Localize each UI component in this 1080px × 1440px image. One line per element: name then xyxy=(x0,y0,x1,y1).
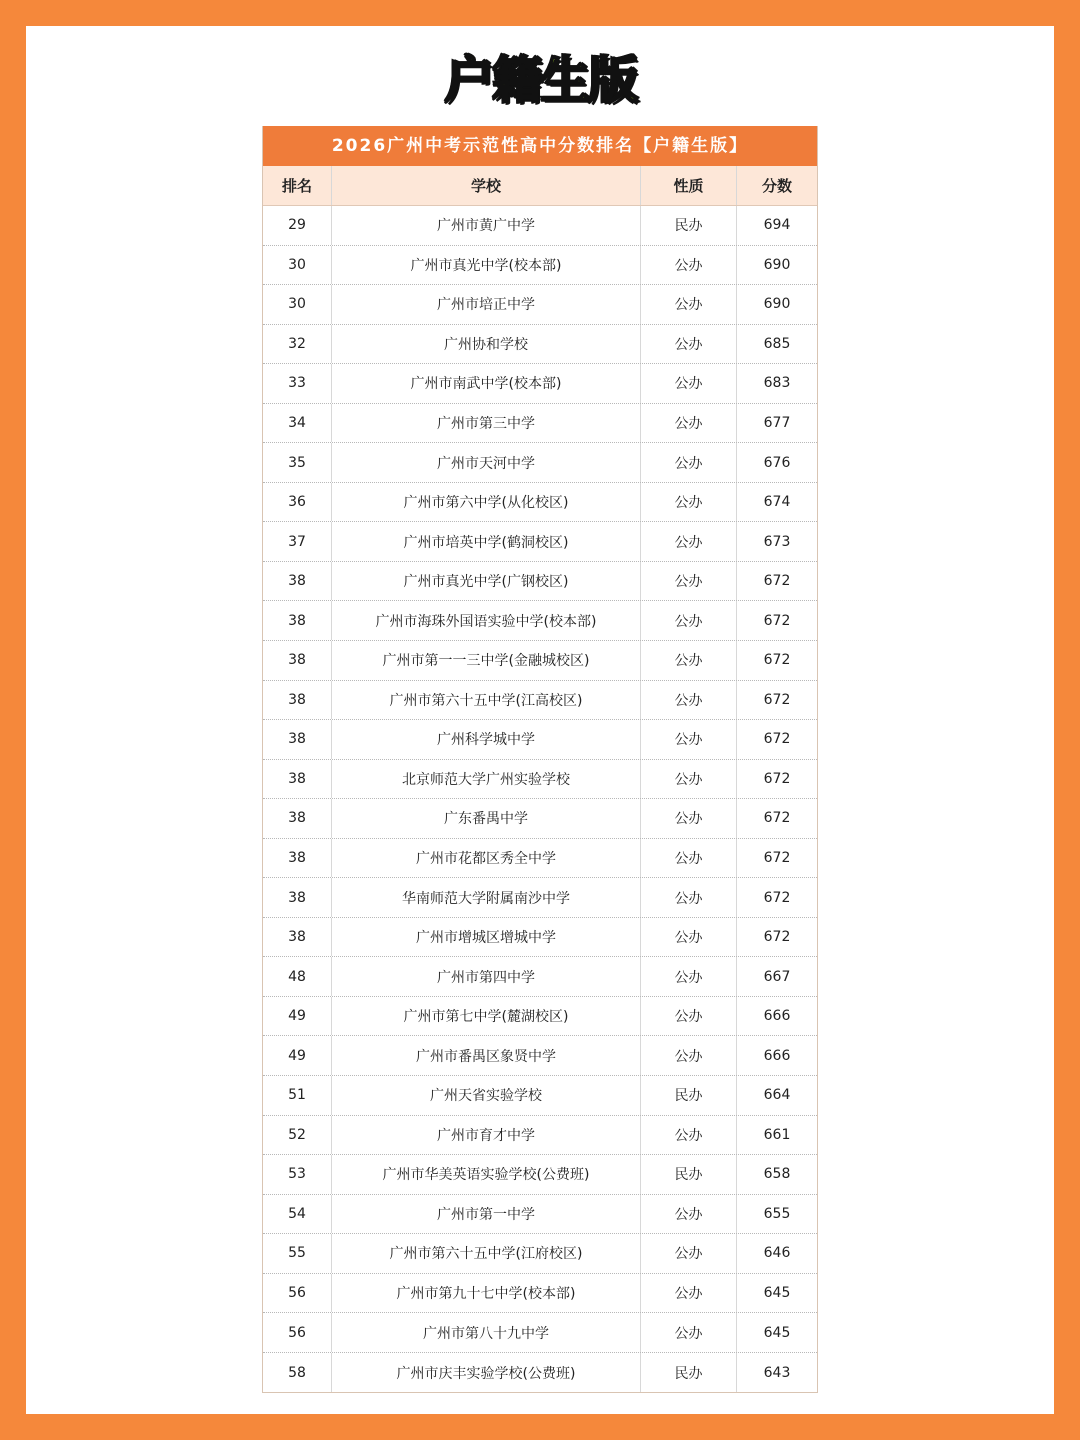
cell-rank: 48 xyxy=(263,957,332,996)
cell-school: 广州市第一一三中学(金融城校区) xyxy=(332,641,641,680)
cell-school: 广州市黄广中学 xyxy=(332,206,641,245)
cell-rank: 38 xyxy=(263,681,332,720)
cell-type: 公办 xyxy=(641,1274,737,1313)
cell-school: 广州市真光中学(广钢校区) xyxy=(332,562,641,601)
cell-rank: 56 xyxy=(263,1274,332,1313)
cell-rank: 38 xyxy=(263,799,332,838)
cell-score: 646 xyxy=(763,1245,791,1262)
table-row xyxy=(263,1274,817,1314)
cell-type: 公办 xyxy=(641,839,737,878)
cell-score: 672 xyxy=(763,573,791,590)
cell-school: 华南师范大学附属南沙中学 xyxy=(332,878,641,917)
cell-rank: 49 xyxy=(263,1036,332,1075)
cell-score: 661 xyxy=(763,1126,791,1143)
table-row xyxy=(263,918,817,958)
cell-type: 公办 xyxy=(641,760,737,799)
cell-school: 广州市第四中学 xyxy=(332,957,641,996)
cell-score: 664 xyxy=(763,1087,791,1104)
cell-type: 公办 xyxy=(641,1234,737,1273)
cell-type: 民办 xyxy=(641,1155,737,1194)
cell-type: 公办 xyxy=(641,601,737,640)
cell-school: 广州市第六十五中学(江府校区) xyxy=(332,1234,641,1273)
cell-type: 民办 xyxy=(641,206,737,245)
cell-score: 672 xyxy=(763,850,791,867)
cell-school: 广州市第七中学(麓湖校区) xyxy=(332,997,641,1036)
cell-type: 公办 xyxy=(641,1116,737,1155)
cell-school: 广州市庆丰实验学校(公费班) xyxy=(332,1353,641,1393)
cell-school: 广州市培英中学(鹤洞校区) xyxy=(332,522,641,561)
cell-type: 公办 xyxy=(641,285,737,324)
table-header-row xyxy=(263,166,817,206)
cell-score: 685 xyxy=(763,335,791,352)
cell-score: 672 xyxy=(763,731,791,748)
cell-type: 公办 xyxy=(641,443,737,482)
cell-score: 658 xyxy=(763,1166,791,1183)
cell-type: 公办 xyxy=(641,720,737,759)
ranking-table xyxy=(262,126,818,1393)
table-row xyxy=(263,1116,817,1156)
cell-type: 公办 xyxy=(641,681,737,720)
cell-rank: 38 xyxy=(263,839,332,878)
cell-rank: 38 xyxy=(263,760,332,799)
cell-score: 672 xyxy=(763,770,791,787)
table-row xyxy=(263,641,817,681)
cell-rank: 38 xyxy=(263,878,332,917)
cell-school: 广州市天河中学 xyxy=(332,443,641,482)
cell-type: 公办 xyxy=(641,997,737,1036)
cell-rank: 53 xyxy=(263,1155,332,1194)
cell-rank: 49 xyxy=(263,997,332,1036)
cell-school: 广州市第三中学 xyxy=(332,404,641,443)
cell-score: 683 xyxy=(763,375,791,392)
table-row xyxy=(263,760,817,800)
cell-rank: 38 xyxy=(263,601,332,640)
table-row xyxy=(263,285,817,325)
cell-score: 666 xyxy=(763,1008,791,1025)
table-row xyxy=(263,364,817,404)
cell-score: 674 xyxy=(763,494,791,511)
cell-rank: 38 xyxy=(263,562,332,601)
cell-type: 公办 xyxy=(641,957,737,996)
cell-rank: 36 xyxy=(263,483,332,522)
cell-type: 公办 xyxy=(641,522,737,561)
cell-score: 672 xyxy=(763,612,791,629)
cell-rank: 29 xyxy=(263,206,332,245)
table-row xyxy=(263,522,817,562)
cell-score: 655 xyxy=(763,1205,791,1222)
cell-score: 672 xyxy=(763,691,791,708)
header-rank: 排名 xyxy=(263,166,332,205)
cell-score: 666 xyxy=(763,1047,791,1064)
cell-rank: 34 xyxy=(263,404,332,443)
table-row xyxy=(263,1076,817,1116)
cell-score: 672 xyxy=(763,929,791,946)
header-score: 分数 xyxy=(761,177,792,195)
table-row xyxy=(263,957,817,997)
cell-type: 公办 xyxy=(641,562,737,601)
cell-school: 广东番禺中学 xyxy=(332,799,641,838)
header-type: 性质 xyxy=(641,166,737,205)
cell-school: 广州市南武中学(校本部) xyxy=(332,364,641,403)
table-row xyxy=(263,206,817,246)
cell-score: 645 xyxy=(763,1324,791,1341)
cell-rank: 54 xyxy=(263,1195,332,1234)
table-row xyxy=(263,404,817,444)
cell-school: 广州市第八十九中学 xyxy=(332,1313,641,1352)
cell-type: 公办 xyxy=(641,483,737,522)
cell-rank: 32 xyxy=(263,325,332,364)
table-row xyxy=(263,483,817,523)
cell-rank: 38 xyxy=(263,641,332,680)
cell-rank: 38 xyxy=(263,918,332,957)
cell-school: 广州市育才中学 xyxy=(332,1116,641,1155)
table-title: 2026广州中考示范性高中分数排名【户籍生版】 xyxy=(263,126,817,166)
cell-type: 公办 xyxy=(641,799,737,838)
cell-score: 643 xyxy=(763,1364,791,1381)
cell-type: 公办 xyxy=(641,325,737,364)
cell-school: 广州科学城中学 xyxy=(332,720,641,759)
cell-rank: 35 xyxy=(263,443,332,482)
cell-school: 广州协和学校 xyxy=(332,325,641,364)
page-headline: 户籍生版 xyxy=(444,51,636,109)
cell-type: 公办 xyxy=(641,1195,737,1234)
cell-school: 广州市番禺区象贤中学 xyxy=(332,1036,641,1075)
table-row xyxy=(263,1353,817,1393)
cell-score: 672 xyxy=(763,652,791,669)
cell-rank: 58 xyxy=(263,1353,332,1393)
cell-school: 广州市真光中学(校本部) xyxy=(332,246,641,285)
table-row xyxy=(263,1155,817,1195)
cell-rank: 37 xyxy=(263,522,332,561)
cell-rank: 51 xyxy=(263,1076,332,1115)
table-row xyxy=(263,799,817,839)
cell-type: 公办 xyxy=(641,641,737,680)
cell-school: 广州市第六十五中学(江高校区) xyxy=(332,681,641,720)
cell-score: 690 xyxy=(763,256,791,273)
cell-type: 公办 xyxy=(641,1036,737,1075)
cell-type: 民办 xyxy=(641,1076,737,1115)
cell-type: 公办 xyxy=(641,364,737,403)
cell-school: 广州市第六中学(从化校区) xyxy=(332,483,641,522)
cell-score: 677 xyxy=(763,415,791,431)
cell-school: 广州天省实验学校 xyxy=(332,1076,641,1115)
cell-rank: 56 xyxy=(263,1313,332,1352)
table-row xyxy=(263,562,817,602)
cell-type: 公办 xyxy=(641,1313,737,1352)
cell-school: 广州市第一中学 xyxy=(332,1195,641,1234)
table-row xyxy=(263,681,817,721)
cell-score: 645 xyxy=(763,1285,791,1302)
cell-type: 公办 xyxy=(641,246,737,285)
cell-score: 667 xyxy=(763,968,791,985)
cell-school: 广州市培正中学 xyxy=(332,285,641,324)
header-school: 学校 xyxy=(332,166,641,205)
table-row xyxy=(263,1234,817,1274)
table-row xyxy=(263,720,817,760)
table-row xyxy=(263,601,817,641)
cell-school: 广州市海珠外国语实验中学(校本部) xyxy=(332,601,641,640)
cell-score: 672 xyxy=(763,810,791,827)
cell-score: 672 xyxy=(763,889,791,906)
cell-rank: 55 xyxy=(263,1234,332,1273)
cell-rank: 38 xyxy=(263,720,332,759)
cell-school: 广州市华美英语实验学校(公费班) xyxy=(332,1155,641,1194)
cell-score: 690 xyxy=(763,296,791,313)
table-row xyxy=(263,1195,817,1235)
table-row xyxy=(263,1036,817,1076)
cell-school: 广州市花都区秀全中学 xyxy=(332,839,641,878)
table-row xyxy=(263,443,817,483)
cell-score: 673 xyxy=(763,533,791,550)
cell-rank: 33 xyxy=(263,364,332,403)
table-row xyxy=(263,1313,817,1353)
cell-type: 民办 xyxy=(641,1353,737,1393)
table-row xyxy=(263,878,817,918)
cell-type: 公办 xyxy=(641,878,737,917)
table-row xyxy=(263,839,817,879)
cell-score: 694 xyxy=(763,217,791,234)
cell-rank: 30 xyxy=(263,246,332,285)
cell-type: 公办 xyxy=(641,918,737,957)
table-body xyxy=(263,206,817,1392)
cell-school: 广州市第九十七中学(校本部) xyxy=(332,1274,641,1313)
cell-type: 公办 xyxy=(641,404,737,443)
cell-school: 广州市增城区增城中学 xyxy=(332,918,641,957)
table-row xyxy=(263,325,817,365)
table-row xyxy=(263,246,817,286)
cell-school: 北京师范大学广州实验学校 xyxy=(332,760,641,799)
table-row xyxy=(263,997,817,1037)
cell-score: 676 xyxy=(763,454,791,471)
cell-rank: 30 xyxy=(263,285,332,324)
cell-rank: 52 xyxy=(263,1116,332,1155)
